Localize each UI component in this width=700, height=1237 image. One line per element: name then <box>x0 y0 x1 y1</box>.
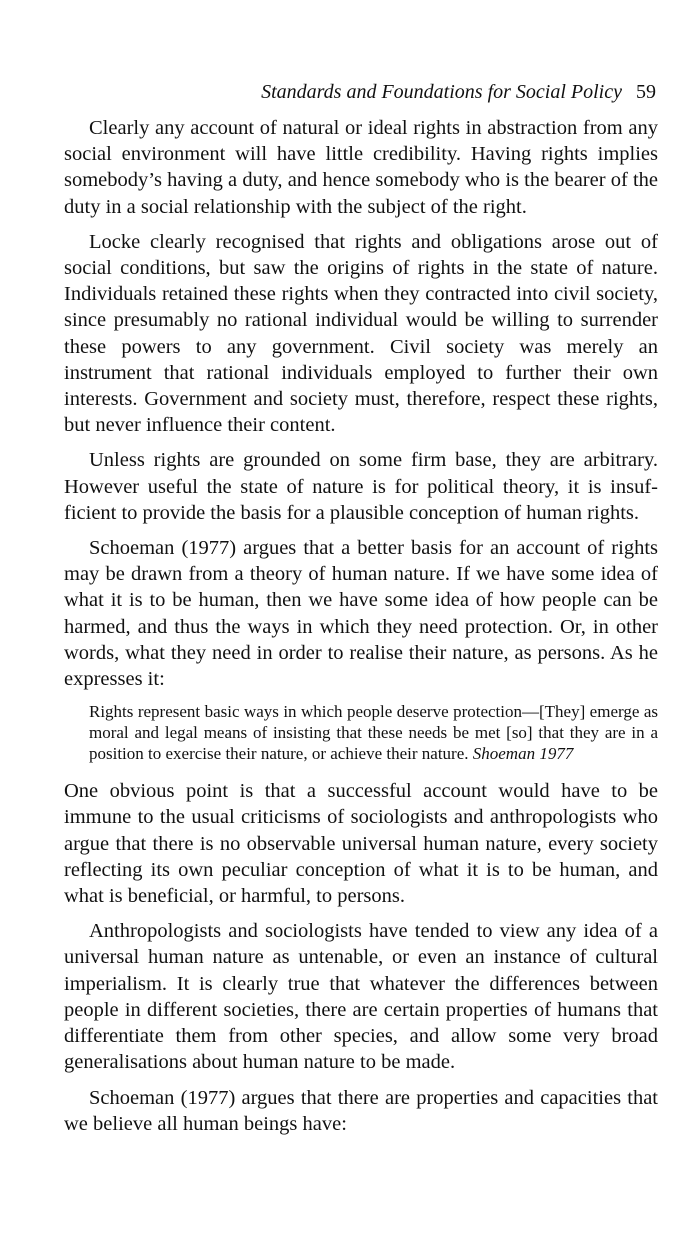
page-number: 59 <box>636 81 656 103</box>
body-text <box>64 115 658 1146</box>
running-title: Standards and Foundations for Social Policy <box>261 81 622 103</box>
paragraph-4: Schoeman (1977) argues that a better basis for an account of rights may be drawn from a theory of human nature. If we have some idea of what it is to be human, then we have some idea of how people can be harmed, and thus the ways in which they need protection. Or, in other words, what they need in order to realise their nature, as persons. As he expresses it: <box>64 537 658 691</box>
paragraph-6: Anthropologists and sociologists have tended to view any idea of a universal human nature as untenable, or even an instance of cultural imperialism. It is clearly true that whatever the differences between people in different societies, there are certain properties of humans that differentiate them from other species, and allow some very broad generalisations about human nature to be made. <box>64 920 658 1074</box>
paragraph-1: Clearly any account of natural or ideal rights in abstraction from any social environment will have little credibility. Having rights implies somebody’s having a duty, and hence somebody who is the bearer of the duty in a social relationship with the subject of the right. <box>64 117 658 218</box>
block-quote <box>89 701 658 764</box>
paragraph-5: One obvious point is that a successful account would have to be immune to the usual criticisms of sociologists and anthropologists who argue that there is no observable universal human nature, every society reflecting its own peculiar conception of what it is to be human, and what is beneficial, or harmful, to persons. <box>64 780 658 908</box>
paragraph-2: Locke clearly recognised that rights and obligations arose out of social conditions, but saw the origins of rights in the state of nature. Individuals retained these rights when they contracted into civil society, since presumably no rational individual would be willing to surrender these powers to any government. Civil society was merely an instrument that rational individuals employed to further their own interests. Government and society must, therefore, respect these rights, but never influence their content. <box>64 230 658 437</box>
paragraph-7: Schoeman (1977) argues that there are properties and capacities that we believe all human beings have: <box>64 1086 658 1135</box>
running-head <box>64 78 656 106</box>
quote-text: Rights represent basic ways in which people deserve protection—[They] emerge as moral and legal means of insisting that these needs be met [so] that they are in a position to exercise their nature, or achieve their nature. <box>89 702 658 764</box>
quote-citation: Shoeman 1977 <box>472 744 574 764</box>
paragraph-3: Unless rights are grounded on some firm base, they are arbitrary. However useful the state of nature is for political theory, it is insufficient to provide the basis for a plausible conception of human rights. <box>64 449 658 524</box>
